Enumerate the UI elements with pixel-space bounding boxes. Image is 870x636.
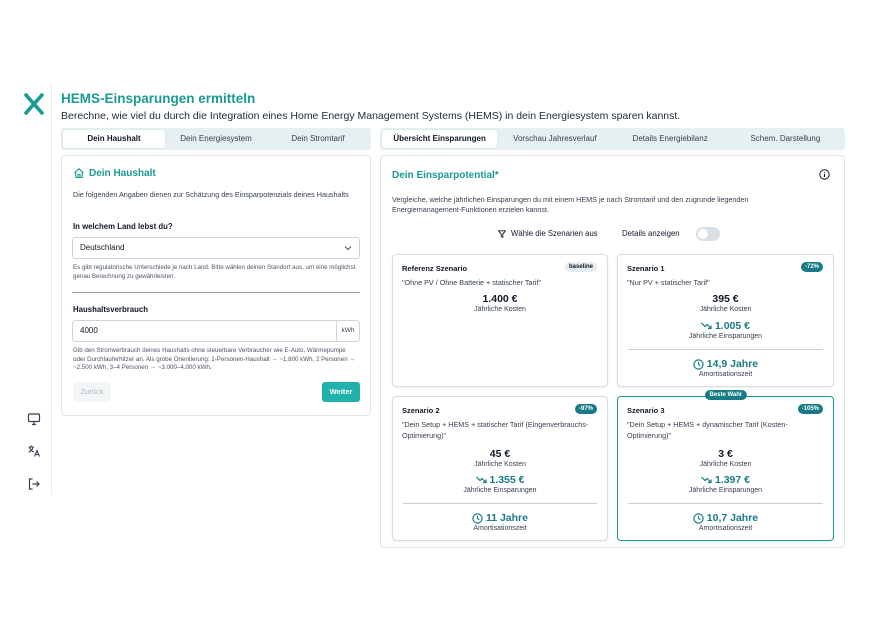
scenario-cost-label: Jährliche Kosten: [699, 461, 752, 468]
translate-icon[interactable]: [27, 444, 41, 458]
scenario-amortization: [618, 512, 833, 524]
scenario-savings-label: Jährliche Einsparungen: [463, 487, 537, 494]
scenario-name: Szenario 2: [402, 406, 440, 415]
page-subtitle: Berechne, wie viel du durch die Integration eines Home Energy Management Systems (HEMS) in dein Energiesystem sparen kannst.: [61, 110, 681, 122]
potential-panel: [380, 155, 845, 548]
scenario-card-1[interactable]: [617, 254, 834, 387]
scenario-amortization-value: 10,7 Jahre: [706, 512, 759, 524]
scenario-cost: 3 €: [718, 448, 733, 460]
scenario-badge: baseline: [565, 262, 597, 272]
scenario-savings-value: 1.355 €: [489, 474, 525, 486]
scenario-filter[interactable]: [498, 229, 598, 238]
scenario-amortization: [618, 358, 833, 370]
details-label: Details anzeigen: [622, 229, 680, 238]
scenario-cost: 1.400 €: [482, 293, 518, 305]
details-toggle[interactable]: [696, 227, 720, 241]
next-button[interactable]: Weiter: [322, 382, 360, 402]
scenario-cost-label: Jährliche Kosten: [474, 461, 526, 468]
sidebar: [16, 83, 52, 495]
tab-dein-haushalt[interactable]: Dein Haushalt: [63, 130, 165, 148]
best-choice-badge: Beste Wahl: [704, 390, 746, 400]
logout-icon[interactable]: [27, 477, 41, 491]
scenario-cost: 395 €: [712, 293, 739, 305]
scenario-badge: -97%: [575, 404, 597, 414]
page-title: HEMS-Einsparungen ermitteln: [61, 91, 256, 106]
country-select[interactable]: [72, 237, 360, 259]
scenario-description: "Dein Setup + HEMS + statischer Tarif (Eingenverbrauchs-Optimierung)": [402, 420, 589, 440]
left-tabbar: [61, 128, 371, 150]
potential-intro: Vergleiche, welche jährlichen Einsparungen du mit einem HEMS je nach Stromtarif und den zugrunde liegenden Energiemanagement-Funktionen erzielen kannst.: [392, 195, 749, 214]
consumption-unit: kWh: [336, 321, 359, 341]
scenario-savings-label: Jährliche Einsparungen: [688, 487, 763, 494]
back-button[interactable]: Zurück: [73, 382, 111, 402]
potential-title: Dein Einsparpotential*: [392, 170, 499, 181]
household-title: [73, 167, 156, 179]
toggle-knob: [698, 229, 708, 239]
scenario-savings-label: Jährliche Einsparungen: [688, 333, 763, 340]
tab-schem-darstellung[interactable]: Schem. Darstellung: [750, 134, 821, 143]
clock-icon: [693, 359, 704, 370]
scenario-savings: [618, 474, 833, 486]
card-divider: [628, 503, 823, 504]
scenario-savings: [393, 474, 607, 486]
country-value: Deutschland: [80, 243, 125, 252]
scenario-name: Referenz Szenario: [402, 264, 468, 273]
trend-down-icon: [701, 322, 712, 330]
scenario-description: "Dein Setup + HEMS + dynamischer Tarif (Kosten-Optimierung)": [627, 420, 788, 440]
scenario-savings: [618, 320, 833, 332]
tab-uebersicht-einsparungen[interactable]: Übersicht Einsparungen: [382, 130, 497, 148]
monitor-icon[interactable]: [27, 412, 41, 426]
scenario-amortization-value: 14,9 Jahre: [706, 358, 759, 370]
consumption-value: 4000: [80, 326, 98, 335]
chevron-down-icon: [344, 245, 352, 251]
scenario-amortization-label: Amortisationszeit: [698, 371, 753, 378]
scenario-cost-label: Jährliche Kosten: [699, 306, 752, 313]
scenario-amortization: [393, 512, 607, 524]
consumption-label: Haushaltsverbrauch: [73, 305, 148, 314]
trend-down-icon: [476, 476, 487, 484]
scenario-card-2[interactable]: [392, 396, 608, 541]
scenario-description: "Ohne PV / Ohne Batterie + statischer Tarif": [402, 278, 542, 287]
scenario-filter-label: Wähle die Szenarien aus: [511, 229, 598, 238]
right-tabbar: [380, 128, 845, 150]
scenario-description: "Nur PV + statischer Tarif": [627, 278, 710, 287]
logo-x-icon[interactable]: [23, 91, 45, 117]
country-label: In welchem Land lebst du?: [73, 222, 173, 231]
household-intro: Die folgenden Angaben dienen zur Schätzung des Einsparpotenzials deines Haushalts: [73, 190, 349, 199]
home-icon: [73, 167, 85, 179]
household-title-text: Dein Haushalt: [89, 167, 156, 179]
tab-dein-stromtarif[interactable]: Dein Stromtarif: [291, 134, 345, 143]
scenario-savings-value: 1.005 €: [714, 320, 750, 332]
trend-down-icon: [701, 476, 712, 484]
clock-icon: [693, 513, 704, 524]
scenario-card-reference[interactable]: [392, 254, 608, 387]
card-divider: [628, 349, 823, 350]
scenario-card-3[interactable]: [617, 392, 834, 541]
consumption-input[interactable]: [72, 320, 360, 342]
filter-icon: [498, 230, 506, 238]
card-divider: [403, 503, 597, 504]
tab-vorschau-jahresverlauf[interactable]: Vorschau Jahresverlauf: [513, 134, 597, 143]
tab-details-energiebilanz[interactable]: Details Energiebilanz: [632, 134, 708, 143]
household-panel: [61, 155, 371, 416]
scenario-badge: -105%: [798, 404, 823, 414]
clock-icon: [472, 513, 483, 524]
scenario-cost-label: Jährliche Kosten: [474, 306, 526, 313]
country-hint: Es gibt regulatorische Unterschiede je nach Land. Bitte wählen deinen Standort aus, um eine möglichst genau Berechnung zu gewährleisten.: [73, 264, 356, 280]
consumption-hint: Gib den Stromverbrauch deines Haushalts ohne steuerbare Verbraucher wie E-Auto, Wärmepumpe oder Durchlauferhitzer an. Als grobe Orientierung: 1-Personen-Haushalt → ~1.800 kWh, 2 Personen → ~2.500 kWh, 3–4 Personen → ~3.000–4.000 kWh.: [73, 347, 356, 372]
scenario-cost: 45 €: [489, 448, 511, 460]
scenario-amortization-label: Amortisationszeit: [473, 525, 527, 532]
scenario-name: Szenario 3: [627, 406, 665, 415]
divider: [72, 292, 360, 293]
scenario-savings-value: 1.397 €: [714, 474, 750, 486]
scenario-amortization-label: Amortisationszeit: [698, 525, 753, 532]
scenario-name: Szenario 1: [627, 264, 665, 273]
scenario-badge: -72%: [801, 262, 823, 272]
info-icon[interactable]: [819, 169, 830, 180]
tab-dein-energiesystem[interactable]: Dein Energiesystem: [180, 134, 252, 143]
scenario-amortization-value: 11 Jahre: [485, 512, 528, 524]
